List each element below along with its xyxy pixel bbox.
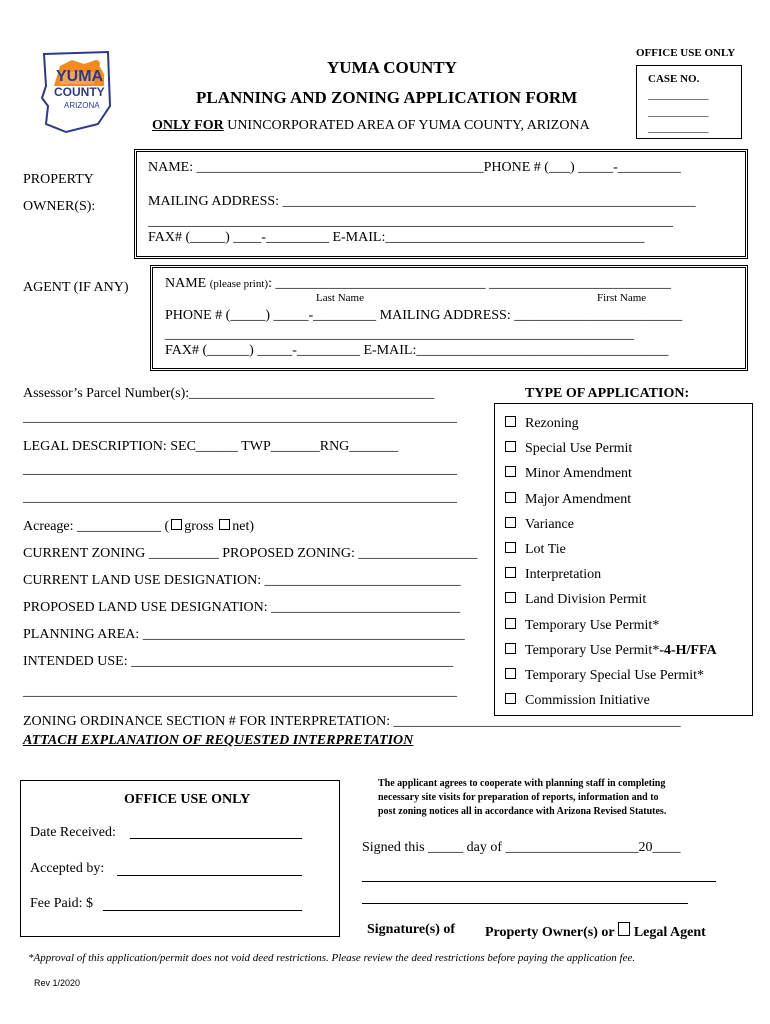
signature-line-1[interactable] bbox=[362, 881, 716, 882]
logo-text-county: COUNTY bbox=[54, 85, 105, 99]
application-type-checkbox[interactable] bbox=[505, 618, 516, 629]
case-number-blank-3[interactable]: ___________ bbox=[648, 122, 709, 134]
application-type-option[interactable] bbox=[505, 643, 717, 659]
application-type-option[interactable] bbox=[505, 693, 650, 709]
fee-paid-line[interactable] bbox=[103, 910, 302, 911]
legal-description-field[interactable]: LEGAL DESCRIPTION: SEC______ TWP_______RNG_______ bbox=[23, 439, 399, 454]
owner-name-field[interactable]: NAME: _________________________________________PHONE # (___) _____-_________ bbox=[148, 160, 681, 175]
office-use-title: OFFICE USE ONLY bbox=[636, 47, 736, 59]
application-type-option[interactable] bbox=[505, 517, 574, 533]
subtitle-rest: UNINCORPORATED AREA OF YUMA COUNTY, ARIZONA bbox=[223, 118, 590, 133]
interpretation-field[interactable]: ZONING ORDINANCE SECTION # FOR INTERPRETATION: _________________________________________ bbox=[23, 714, 681, 729]
application-type-label: Land Division Permit bbox=[525, 592, 647, 608]
case-number-blank-2[interactable]: ___________ bbox=[648, 106, 709, 118]
application-type-label: Temporary Use Permit* bbox=[525, 617, 660, 633]
application-type-checkbox[interactable] bbox=[505, 567, 516, 578]
type-of-application-title: TYPE OF APPLICATION: bbox=[525, 386, 690, 401]
agent-first-name-caption: First Name bbox=[597, 292, 647, 304]
application-type-option[interactable] bbox=[505, 567, 601, 583]
case-number-label: CASE NO. bbox=[648, 73, 700, 85]
acreage-label: Acreage: ____________ ( bbox=[23, 519, 170, 534]
org-name: YUMA COUNTY bbox=[327, 58, 457, 77]
application-type-checkbox[interactable] bbox=[505, 517, 516, 528]
signature-of-label: Signature(s) of bbox=[367, 922, 456, 937]
signature-line-2[interactable] bbox=[362, 903, 688, 904]
application-type-label: Major Amendment bbox=[525, 491, 632, 507]
application-type-label: Temporary Use Permit* bbox=[525, 642, 660, 658]
form-subtitle bbox=[152, 118, 590, 134]
agent-last-name-caption: Last Name bbox=[316, 292, 364, 304]
application-type-checkbox[interactable] bbox=[505, 466, 516, 477]
agent-name-field[interactable] bbox=[165, 276, 671, 292]
agreement-text-2: necessary site visits for preparation of reports, information and to bbox=[378, 792, 659, 803]
case-number-blank-1[interactable]: ___________ bbox=[648, 89, 709, 101]
logo-text-yuma: YUMA bbox=[56, 68, 104, 85]
gross-label: gross bbox=[184, 519, 218, 534]
subtitle-only-for: ONLY FOR bbox=[152, 118, 224, 133]
agent-name-hint: (please print) bbox=[209, 278, 269, 290]
application-type-checkbox[interactable] bbox=[505, 592, 516, 603]
application-type-label: Minor Amendment bbox=[525, 466, 632, 482]
fee-paid-label: Fee Paid: $ bbox=[30, 896, 93, 911]
intended-use-field-2[interactable]: ______________________________________________________________ bbox=[23, 684, 457, 699]
application-type-checkbox[interactable] bbox=[505, 643, 516, 654]
agent-address-field-2[interactable]: ___________________________________________________________________ bbox=[165, 327, 634, 342]
owner-fax-email-field[interactable]: FAX# (_____) ____-_________ E-MAIL:_____________________________________ bbox=[148, 230, 645, 245]
zoning-field[interactable]: CURRENT ZONING __________ PROPOSED ZONING: _________________ bbox=[23, 546, 478, 561]
accepted-by-line[interactable] bbox=[117, 875, 302, 876]
agent-phone-address-field[interactable]: PHONE # (_____) _____-_________ MAILING ADDRESS: ________________________ bbox=[165, 308, 683, 323]
intended-use-field[interactable]: INTENDED USE: ______________________________________________ bbox=[23, 654, 454, 669]
legal-agent-label: Legal Agent bbox=[633, 925, 706, 940]
application-type-checkbox[interactable] bbox=[505, 668, 516, 679]
legal-description-line-3[interactable]: ______________________________________________________________ bbox=[23, 490, 457, 505]
apn-field[interactable]: Assessor’s Parcel Number(s):___________________________________ bbox=[23, 386, 435, 401]
logo-text-arizona: ARIZONA bbox=[64, 101, 100, 110]
agreement-text-1: The applicant agrees to cooperate with planning staff in completing bbox=[378, 778, 666, 789]
signed-this-field[interactable]: Signed this _____ day of ___________________20____ bbox=[362, 840, 681, 855]
date-received-label: Date Received: bbox=[30, 825, 116, 840]
signer-type bbox=[485, 922, 706, 941]
yuma-county-logo bbox=[38, 46, 118, 136]
application-type-option[interactable] bbox=[505, 441, 632, 457]
net-label: net) bbox=[232, 519, 255, 534]
application-type-option[interactable] bbox=[505, 592, 646, 608]
office-use-title-lower: OFFICE USE ONLY bbox=[124, 792, 251, 807]
application-type-label: Interpretation bbox=[525, 567, 602, 583]
acreage-field[interactable] bbox=[23, 519, 254, 535]
current-land-use-field[interactable]: CURRENT LAND USE DESIGNATION: ____________________________ bbox=[23, 573, 461, 588]
revision-label: Rev 1/2020 bbox=[34, 978, 81, 988]
legal-agent-checkbox[interactable] bbox=[618, 922, 630, 936]
application-type-option[interactable] bbox=[505, 618, 659, 634]
application-type-label: Rezoning bbox=[525, 416, 579, 431]
application-type-option[interactable] bbox=[505, 668, 704, 684]
approval-note: *Approval of this application/permit does not void deed restrictions. Please review the deed restrictions before paying the application fee. bbox=[28, 952, 636, 964]
agent-fax-email-field[interactable]: FAX# (______) _____-_________ E-MAIL:____________________________________ bbox=[165, 343, 669, 358]
legal-description-line-2[interactable]: ______________________________________________________________ bbox=[23, 462, 457, 477]
application-type-checkbox[interactable] bbox=[505, 416, 516, 427]
owner-label-1: PROPERTY bbox=[23, 172, 94, 187]
application-type-label: Temporary Special Use Permit* bbox=[525, 668, 705, 683]
apn-field-2[interactable]: ______________________________________________________________ bbox=[23, 410, 457, 425]
application-type-checkbox[interactable] bbox=[505, 542, 516, 553]
application-type-checkbox[interactable] bbox=[505, 693, 516, 704]
agent-name-blanks: : ______________________________ __________________________ bbox=[268, 276, 671, 291]
application-type-checkbox[interactable] bbox=[505, 441, 516, 452]
agent-label: AGENT (IF ANY) bbox=[23, 280, 129, 295]
owner-address-field[interactable]: MAILING ADDRESS: ___________________________________________________________ bbox=[148, 194, 696, 209]
accepted-by-label: Accepted by: bbox=[30, 861, 105, 876]
application-type-option[interactable] bbox=[505, 466, 632, 482]
net-checkbox[interactable] bbox=[219, 519, 230, 530]
agent-name-label: NAME bbox=[165, 276, 210, 291]
gross-checkbox[interactable] bbox=[171, 519, 182, 530]
application-type-label: Variance bbox=[525, 516, 574, 532]
owner-address-field-2[interactable]: ___________________________________________________________________________ bbox=[148, 214, 673, 229]
application-type-label: Commission Initiative bbox=[525, 693, 650, 709]
application-type-option[interactable] bbox=[505, 542, 566, 558]
date-received-line[interactable] bbox=[130, 838, 302, 839]
application-type-suffix: -4-H/FFA bbox=[659, 642, 717, 658]
proposed-land-use-field[interactable]: PROPOSED LAND USE DESIGNATION: ___________________________ bbox=[23, 600, 461, 615]
application-type-option[interactable] bbox=[505, 416, 579, 432]
application-type-label: Lot Tie bbox=[525, 542, 566, 557]
application-type-label: Special Use Permit bbox=[525, 441, 633, 457]
application-type-option[interactable] bbox=[505, 492, 631, 508]
form-title: PLANNING AND ZONING APPLICATION FORM bbox=[196, 88, 578, 107]
attach-explanation: ATTACH EXPLANATION OF REQUESTED INTERPRETATION bbox=[23, 733, 414, 748]
application-type-checkbox[interactable] bbox=[505, 492, 516, 503]
agreement-text-3: post zoning notices all in accordance with Arizona Revised Statutes. bbox=[378, 806, 667, 817]
property-owner-label: Property Owner(s) or bbox=[485, 925, 618, 940]
owner-label-2: OWNER(S): bbox=[23, 199, 96, 214]
planning-area-field[interactable]: PLANNING AREA: ______________________________________________ bbox=[23, 627, 465, 642]
